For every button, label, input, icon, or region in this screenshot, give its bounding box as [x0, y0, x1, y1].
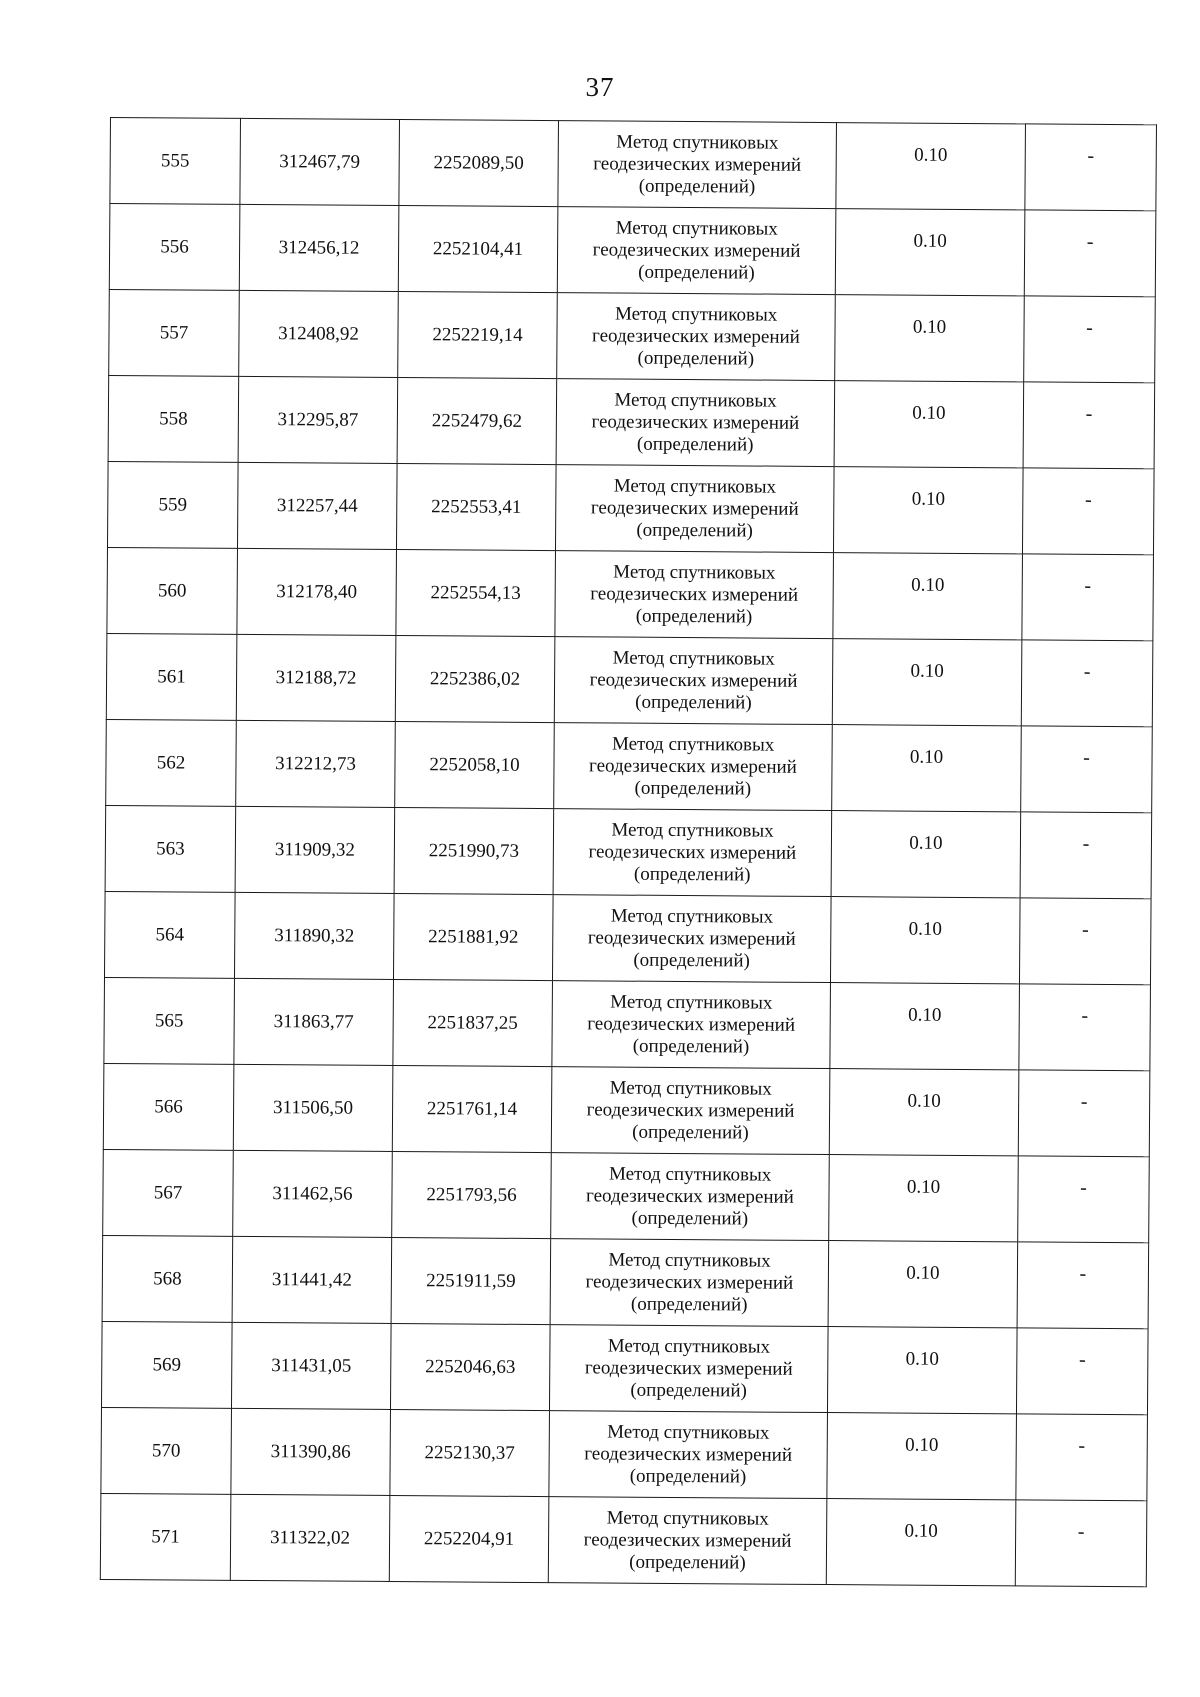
- table-row: [100, 1493, 1147, 1586]
- extra-cell: [1019, 898, 1151, 985]
- accuracy-cell: [833, 467, 1023, 554]
- method-line-3: (определений): [635, 691, 752, 713]
- method-line-3: (определений): [630, 1379, 747, 1401]
- method-line-3: (определений): [633, 863, 751, 885]
- extra-value: -: [1086, 316, 1093, 339]
- method-line-2: геодезических измерений: [591, 410, 800, 434]
- method-line-1: Метод спутниковых: [613, 561, 776, 584]
- method-cell: [555, 551, 834, 639]
- extra-value: -: [1079, 1262, 1087, 1285]
- accuracy-value: 0.10: [904, 1520, 938, 1542]
- extra-cell: [1018, 1156, 1150, 1243]
- accuracy-cell: [835, 209, 1025, 296]
- accuracy-value: 0.10: [911, 574, 945, 596]
- method-line-1: Метод спутниковых: [608, 1163, 772, 1186]
- point-number-cell: 564: [104, 891, 235, 978]
- table-row: [104, 891, 1151, 984]
- x-coordinate-cell: 311890,32: [234, 892, 394, 979]
- point-number-cell: 558: [108, 375, 239, 462]
- accuracy-cell: [835, 295, 1025, 382]
- x-coordinate-cell: 312456,12: [239, 204, 399, 291]
- method-line-2: геодезических измерений: [584, 1356, 793, 1380]
- x-coordinate-cell: 311462,56: [233, 1150, 393, 1237]
- point-number-cell: 568: [102, 1235, 233, 1322]
- accuracy-cell: [832, 639, 1022, 726]
- accuracy-value: 0.10: [913, 230, 947, 252]
- table-row: [106, 633, 1153, 726]
- extra-cell: [1025, 124, 1157, 211]
- table-row: [103, 1063, 1150, 1156]
- extra-cell: [1015, 1500, 1147, 1587]
- y-coordinate-cell: 2251911,59: [391, 1237, 551, 1324]
- method-cell: [548, 1497, 827, 1585]
- method-line-1: Метод спутниковых: [608, 1249, 771, 1272]
- method-line-2: геодезических измерений: [590, 582, 799, 606]
- accuracy-cell: [829, 1069, 1019, 1156]
- method-line-1: Метод спутниковых: [606, 1507, 769, 1530]
- accuracy-cell: [827, 1413, 1017, 1500]
- method-line-2: геодезических измерений: [588, 840, 797, 864]
- accuracy-cell: [826, 1499, 1016, 1586]
- point-number-cell: 560: [107, 547, 238, 634]
- accuracy-value: 0.10: [906, 1176, 941, 1198]
- method-cell: [554, 723, 833, 811]
- accuracy-cell: [830, 983, 1020, 1070]
- y-coordinate-cell: 2251793,56: [392, 1151, 552, 1238]
- point-number-cell: 570: [101, 1407, 232, 1494]
- method-cell: [549, 1411, 828, 1499]
- point-number-cell: 571: [100, 1493, 231, 1580]
- extra-value: -: [1083, 660, 1091, 683]
- extra-cell: [1021, 726, 1153, 813]
- point-number-cell: 559: [107, 461, 238, 548]
- x-coordinate-cell: 312467,79: [240, 118, 400, 205]
- method-line-1: Метод спутниковых: [607, 1421, 770, 1444]
- x-coordinate-cell: 312408,92: [239, 290, 399, 377]
- method-line-1: Метод спутниковых: [612, 647, 775, 670]
- method-line-1: Метод спутниковых: [609, 1077, 772, 1100]
- method-line-3: (определений): [632, 1121, 749, 1143]
- accuracy-cell: [831, 811, 1021, 898]
- method-line-3: (определений): [637, 347, 755, 370]
- extra-value: -: [1084, 574, 1092, 597]
- y-coordinate-cell: 2252386,02: [395, 636, 555, 723]
- accuracy-value: 0.10: [905, 1348, 940, 1370]
- table-row: [106, 719, 1153, 812]
- table-row: [101, 1407, 1148, 1500]
- method-line-3: (определений): [630, 1293, 748, 1315]
- extra-cell: [1019, 984, 1151, 1071]
- method-line-1: Метод спутниковых: [615, 217, 778, 240]
- accuracy-value: 0.10: [912, 316, 947, 338]
- accuracy-cell: [832, 725, 1022, 812]
- method-line-1: Метод спутниковых: [611, 819, 774, 842]
- extra-value: -: [1081, 918, 1089, 941]
- table-row: [109, 289, 1156, 382]
- accuracy-cell: [836, 123, 1026, 210]
- x-coordinate-cell: 312178,40: [237, 548, 397, 635]
- point-number-cell: 557: [109, 289, 240, 376]
- extra-value: -: [1086, 230, 1094, 253]
- accuracy-cell: [829, 1155, 1019, 1242]
- y-coordinate-cell: 2252553,41: [396, 464, 556, 551]
- y-coordinate-cell: 2252089,50: [399, 120, 559, 207]
- x-coordinate-cell: 312188,72: [236, 634, 396, 721]
- extra-value: -: [1078, 1434, 1086, 1457]
- method-cell: [553, 809, 832, 897]
- method-line-1: Метод спутниковых: [610, 905, 774, 928]
- x-coordinate-cell: 311390,86: [231, 1408, 391, 1495]
- accuracy-cell: [830, 897, 1020, 984]
- point-number-cell: 567: [103, 1149, 234, 1236]
- method-line-3: (определений): [636, 519, 753, 541]
- method-line-3: (определений): [634, 777, 752, 799]
- extra-cell: [1018, 1070, 1150, 1157]
- table-row: [110, 118, 1157, 211]
- table-row: [107, 547, 1154, 640]
- method-line-2: геодезических измерений: [589, 668, 798, 692]
- table-row: [107, 461, 1154, 554]
- method-line-1: Метод спутниковых: [614, 303, 778, 326]
- extra-value: -: [1081, 1004, 1089, 1027]
- extra-value: -: [1084, 488, 1092, 511]
- y-coordinate-cell: 2252554,13: [396, 550, 556, 637]
- coordinates-table: [100, 117, 1157, 1587]
- y-coordinate-cell: 2252219,14: [398, 292, 558, 379]
- accuracy-value: 0.10: [912, 402, 946, 424]
- y-coordinate-cell: 2252204,91: [389, 1495, 549, 1582]
- y-coordinate-cell: 2252104,41: [398, 206, 558, 293]
- method-cell: [551, 1153, 830, 1241]
- point-number-cell: 565: [104, 977, 235, 1064]
- table-row: [105, 805, 1152, 898]
- extra-cell: [1017, 1242, 1149, 1329]
- point-number-cell: 561: [106, 633, 237, 720]
- method-line-3: (определений): [632, 1035, 750, 1057]
- extra-value: -: [1080, 1176, 1087, 1199]
- point-number-cell: 555: [110, 118, 241, 205]
- method-line-2: геодезических измерений: [590, 496, 799, 520]
- method-line-2: геодезических измерений: [592, 238, 801, 262]
- extra-cell: [1016, 1328, 1148, 1415]
- extra-value: -: [1087, 144, 1095, 167]
- method-cell: [549, 1325, 828, 1413]
- y-coordinate-cell: 2252130,37: [390, 1409, 550, 1496]
- method-cell: [556, 379, 835, 467]
- method-cell: [550, 1239, 829, 1327]
- accuracy-value: 0.10: [911, 488, 946, 510]
- accuracy-value: 0.10: [908, 918, 943, 940]
- method-line-2: геодезических измерений: [586, 1184, 794, 1208]
- extra-cell: [1023, 382, 1155, 469]
- extra-cell: [1021, 640, 1153, 727]
- extra-value: -: [1078, 1348, 1086, 1371]
- method-line-2: геодезических измерений: [593, 152, 802, 176]
- method-line-2: геодезических измерений: [585, 1270, 794, 1294]
- table-body: [100, 118, 1156, 1587]
- method-line-3: (определений): [636, 433, 754, 456]
- method-cell: [557, 207, 836, 295]
- point-number-cell: 569: [101, 1321, 232, 1408]
- accuracy-cell: [834, 381, 1024, 468]
- accuracy-value: 0.10: [908, 1004, 942, 1026]
- method-line-3: (определений): [629, 1551, 746, 1573]
- y-coordinate-cell: 2251761,14: [392, 1065, 552, 1152]
- accuracy-cell: [833, 553, 1023, 640]
- method-cell: [552, 895, 831, 983]
- method-line-1: Метод спутниковых: [610, 991, 773, 1014]
- extra-cell: [1016, 1414, 1148, 1501]
- method-line-2: геодезических измерений: [589, 754, 797, 778]
- method-line-2: геодезических измерений: [584, 1442, 793, 1466]
- x-coordinate-cell: 312257,44: [237, 462, 397, 549]
- y-coordinate-cell: 2251837,25: [393, 980, 553, 1067]
- table-row: [102, 1235, 1149, 1328]
- method-line-3: (определений): [635, 605, 753, 627]
- accuracy-value: 0.10: [909, 832, 943, 854]
- method-line-2: геодезических измерений: [587, 1012, 796, 1036]
- method-line-2: геодезических измерений: [586, 1098, 795, 1122]
- method-cell: [555, 465, 834, 553]
- extra-value: -: [1083, 746, 1090, 769]
- accuracy-value: 0.10: [906, 1262, 940, 1284]
- accuracy-value: 0.10: [909, 746, 944, 768]
- point-number-cell: 566: [103, 1063, 234, 1150]
- extra-value: -: [1077, 1520, 1085, 1543]
- extra-cell: [1024, 296, 1156, 383]
- method-line-3: (определений): [631, 1207, 749, 1229]
- accuracy-cell: [828, 1241, 1018, 1328]
- table-row: [104, 977, 1151, 1070]
- extra-cell: [1020, 812, 1152, 899]
- page-number: 37: [585, 72, 615, 102]
- y-coordinate-cell: 2251990,73: [394, 808, 554, 895]
- point-number-cell: 562: [106, 719, 237, 806]
- extra-cell: [1022, 554, 1154, 641]
- method-line-2: геодезических измерений: [587, 926, 796, 950]
- method-cell: [554, 637, 833, 725]
- accuracy-value: 0.10: [910, 660, 944, 682]
- method-line-1: Метод спутниковых: [614, 389, 777, 412]
- x-coordinate-cell: 311506,50: [233, 1064, 393, 1151]
- method-line-2: геодезических измерений: [592, 324, 800, 348]
- extra-value: -: [1080, 1090, 1088, 1113]
- table-row: [108, 375, 1155, 468]
- method-line-3: (определений): [638, 175, 756, 198]
- method-line-1: Метод спутниковых: [616, 131, 779, 154]
- accuracy-value: 0.10: [914, 144, 948, 166]
- method-cell: [558, 121, 837, 209]
- method-line-3: (определений): [638, 261, 755, 284]
- method-cell: [551, 1067, 830, 1155]
- extra-cell: [1022, 468, 1154, 555]
- method-line-1: Метод спутниковых: [611, 733, 775, 756]
- y-coordinate-cell: 2252058,10: [395, 722, 555, 809]
- y-coordinate-cell: 2252046,63: [390, 1323, 550, 1410]
- extra-value: -: [1085, 402, 1093, 425]
- x-coordinate-cell: 311863,77: [234, 978, 394, 1065]
- y-coordinate-cell: 2252479,62: [397, 378, 557, 465]
- table-row: [101, 1321, 1148, 1414]
- x-coordinate-cell: 311322,02: [230, 1494, 390, 1581]
- method-line-1: Метод спутниковых: [607, 1335, 771, 1358]
- method-line-2: геодезических измерений: [583, 1528, 792, 1552]
- extra-cell: [1024, 210, 1156, 297]
- point-number-cell: 556: [109, 204, 240, 291]
- y-coordinate-cell: 2251881,92: [393, 894, 553, 981]
- method-line-1: Метод спутниковых: [613, 475, 777, 498]
- method-line-3: (определений): [633, 949, 750, 971]
- table-row: [109, 204, 1156, 297]
- method-cell: [552, 981, 831, 1069]
- x-coordinate-cell: 311909,32: [235, 806, 395, 893]
- x-coordinate-cell: 312212,73: [236, 720, 396, 807]
- point-number-cell: 563: [105, 805, 236, 892]
- x-coordinate-cell: 312295,87: [238, 376, 398, 463]
- x-coordinate-cell: 311431,05: [231, 1322, 391, 1409]
- accuracy-cell: [827, 1327, 1017, 1414]
- method-line-3: (определений): [629, 1465, 747, 1487]
- accuracy-value: 0.10: [905, 1434, 939, 1456]
- method-cell: [557, 293, 836, 381]
- extra-value: -: [1082, 832, 1090, 855]
- x-coordinate-cell: 311441,42: [232, 1236, 392, 1323]
- accuracy-value: 0.10: [907, 1090, 941, 1112]
- table-row: [103, 1149, 1150, 1242]
